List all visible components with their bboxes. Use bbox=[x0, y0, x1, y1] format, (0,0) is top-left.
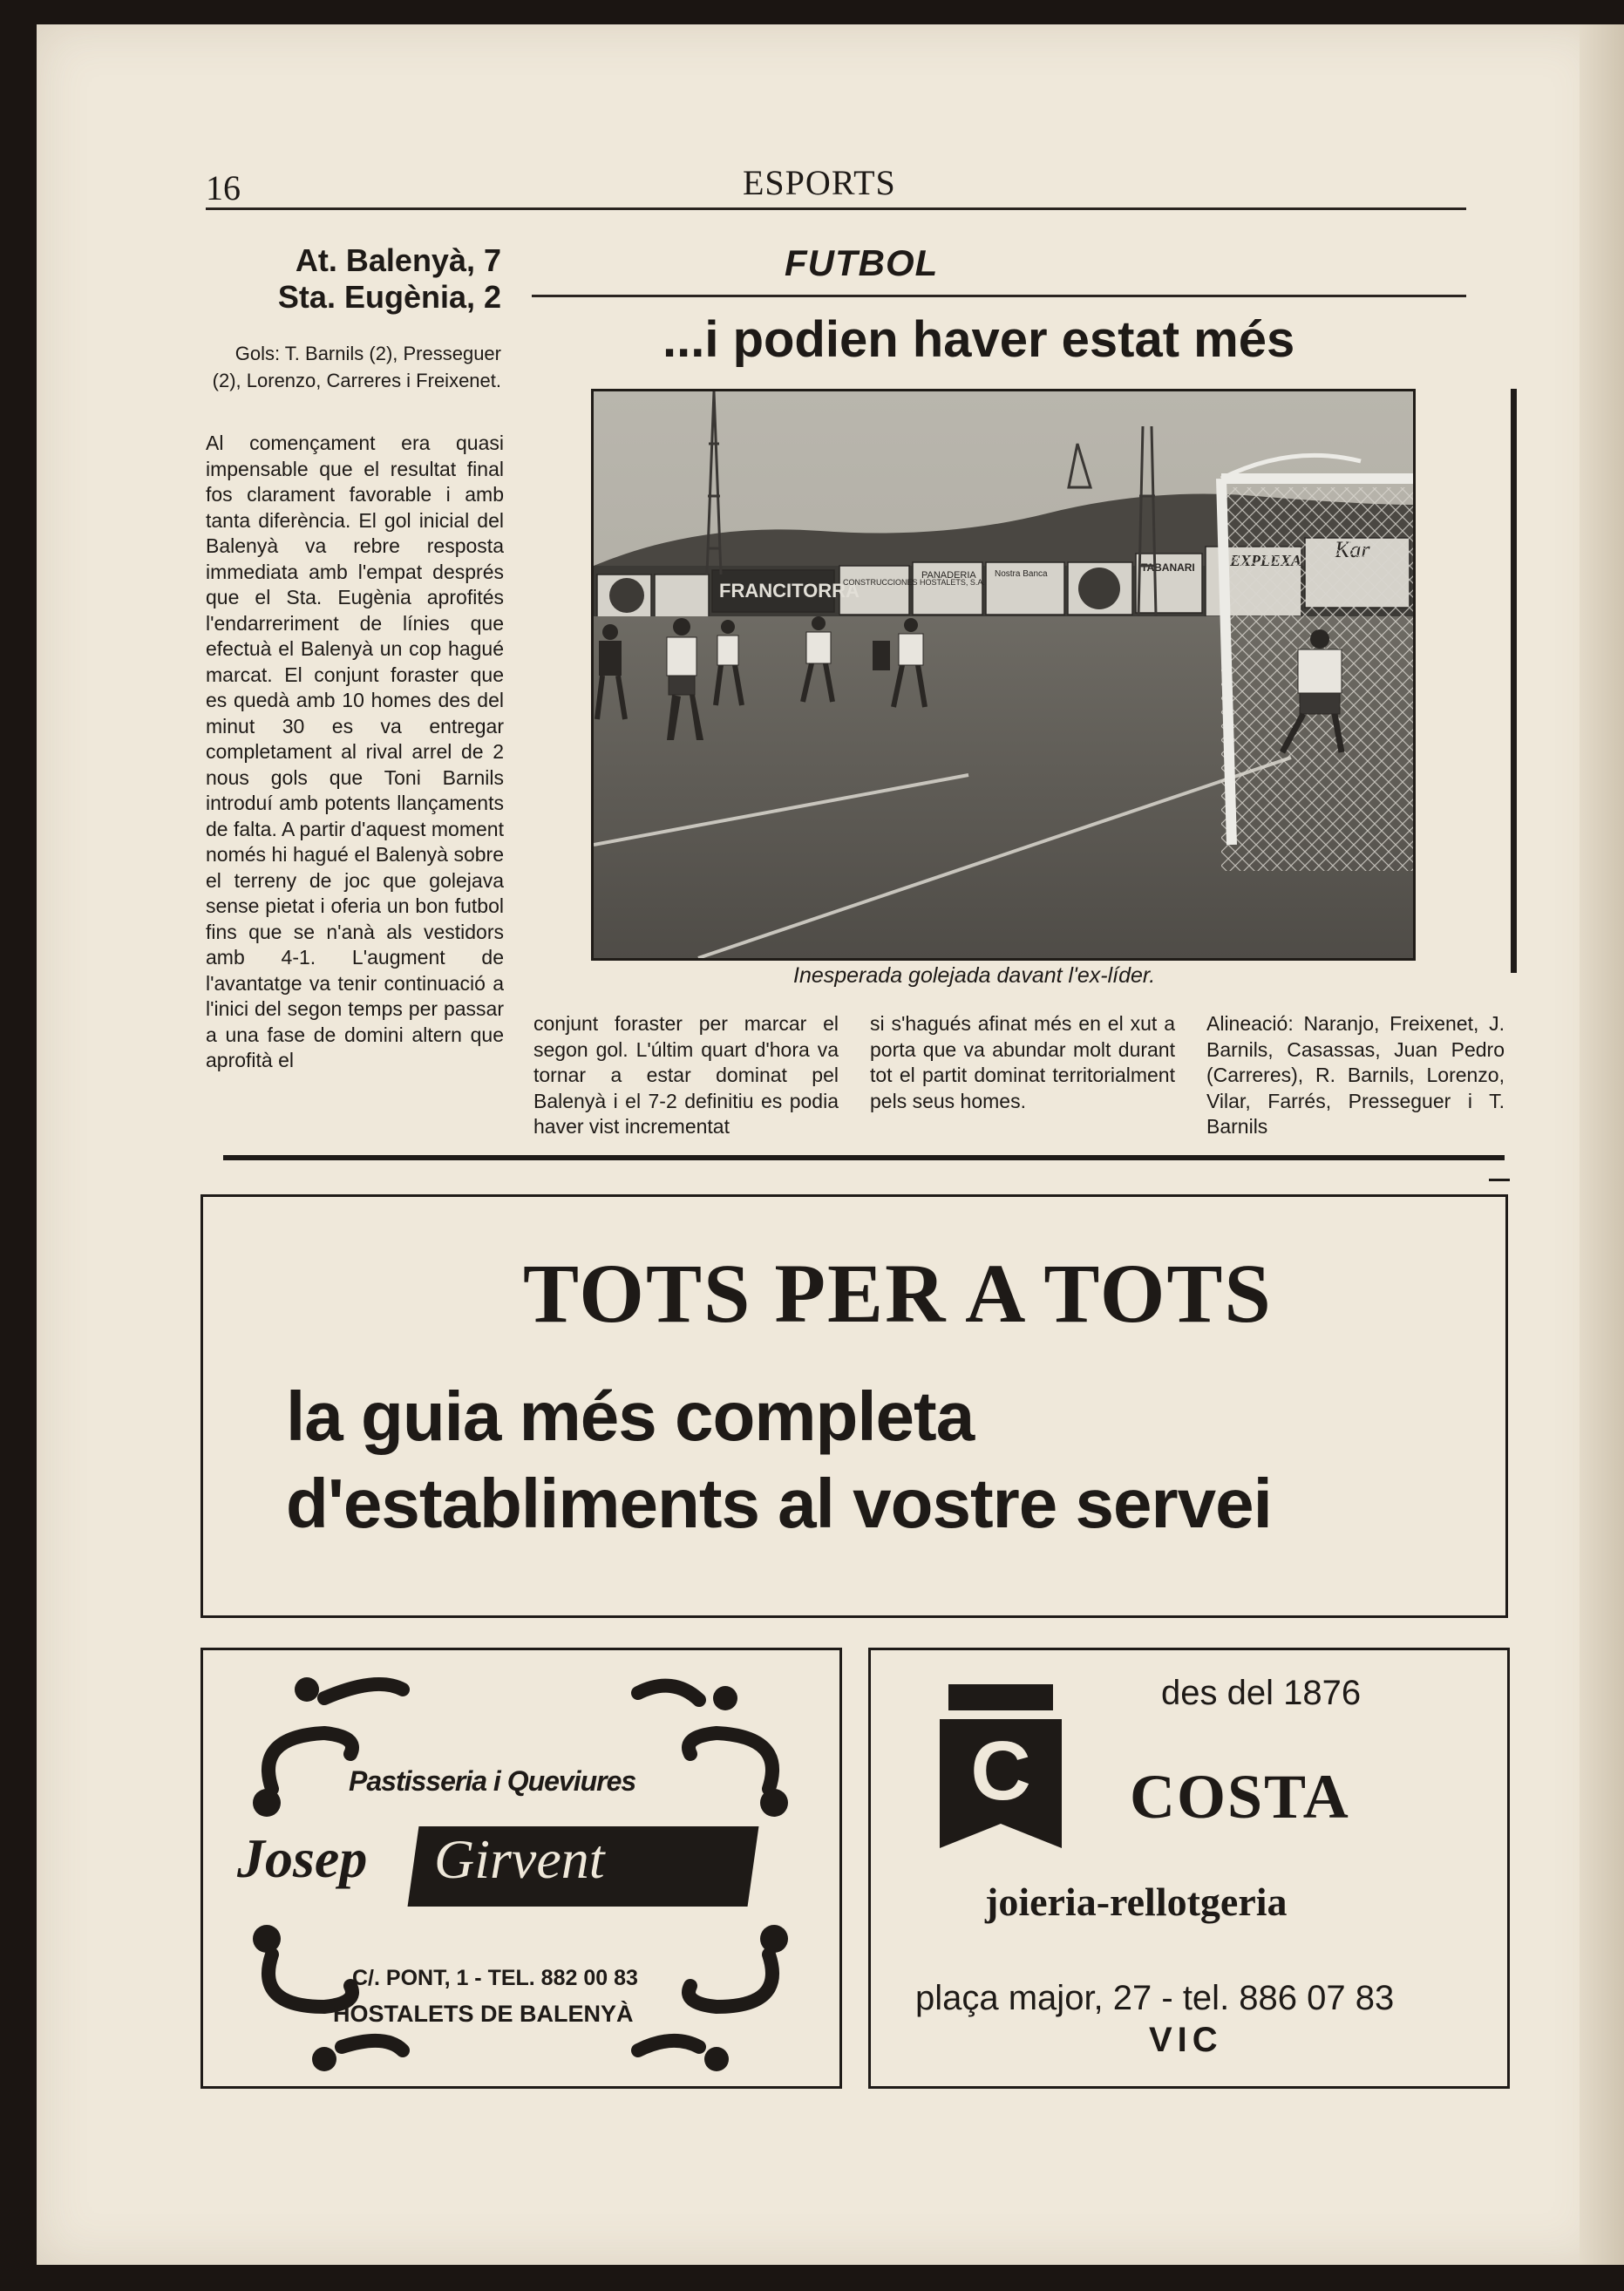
football-pitch-image bbox=[594, 391, 1413, 958]
costa-logo-letter: C bbox=[970, 1724, 1031, 1818]
article-column-1: Al començament era quasi impensable que el resultat final fos clarament favorable i amb tanta diferència. El gol inicial del Balenyà va rebre resposta immediata amb l'empat després que el Sta. Eugènia aprofités l'endarreriment de línies que efectuà el Balenyà un cop hagué marcat. El conjunt foraster que es quedà amb 10 homes des del minut 30 es va entregar completament al rival arrel de 2 nous gols que Toni Barnils introduí amb potents llançaments de falta. A partir d'aquest moment només hi hagué el Balenyà sobre el terreny de joc que golejava sense pietat i oferia un bon futbol fins que se n'anà als vestidors amb 4-1. L'augment de l'avantatge va tenir continuació a l'inici del segon temps per passar a una fase de domini altern que aprofità el bbox=[206, 432, 504, 1071]
kicker-rule bbox=[532, 295, 1466, 297]
ad-costa-city: VIC bbox=[1149, 2021, 1223, 2059]
rule-tick bbox=[1489, 1179, 1510, 1181]
header-rule bbox=[206, 207, 1466, 210]
ad-girvent-last-name: Girvent bbox=[434, 1828, 605, 1890]
article-end-rule bbox=[223, 1155, 1505, 1160]
costa-logo-icon bbox=[940, 1684, 1062, 1848]
ad-costa-name: COSTA bbox=[1130, 1762, 1350, 1832]
ad-tots-line-2: d'establiments al vostre servei bbox=[286, 1465, 1272, 1542]
photo-sign-1: FRANCITORRA bbox=[719, 580, 860, 602]
article-column-2: conjunt foraster per marcar el segon gol. L'últim quart d'hora va tornar a estar dominat pel Balenyà i el 7-2 definitiu es podia haver vist incrementat bbox=[533, 1012, 839, 1138]
ad-tots-brand: TOTS PER A TOTS bbox=[523, 1247, 1273, 1340]
ad-girvent-town: HOSTALETS DE BALENYÀ bbox=[333, 2001, 634, 2027]
photo-sign-5: TABANARI bbox=[1141, 561, 1195, 574]
column-rule-vertical bbox=[1511, 389, 1517, 973]
ad-costa-address: plaça major, 27 - tel. 886 07 83 bbox=[915, 1979, 1395, 2017]
goal-scorers: Gols: T. Barnils (2), Presseguer (2), Lorenzo, Carreres i Freixenet. bbox=[212, 343, 501, 391]
page-edge bbox=[1580, 24, 1624, 2265]
match-photo bbox=[591, 389, 1416, 961]
ad-tots-line-1: la guia més completa bbox=[286, 1377, 975, 1455]
photo-sign-4: Nostra Banca bbox=[995, 569, 1048, 579]
article-column-3: si s'hagués afinat més en el xut a porta que va abundar molt durant tot el partit dominat territorialment pels seus homes. bbox=[870, 1012, 1175, 1112]
match-result-home: At. Balenyà, 7 bbox=[295, 242, 501, 278]
page-number: 16 bbox=[206, 168, 241, 207]
photo-sign-2: CONSTRUCCIONES HOSTALETS, S.A. bbox=[843, 578, 985, 587]
ad-costa-since: des del 1876 bbox=[1161, 1674, 1362, 1712]
match-result bbox=[209, 242, 501, 316]
ad-girvent-tagline: Pastisseria i Queviures bbox=[349, 1765, 636, 1797]
ad-girvent-address: C/. PONT, 1 - TEL. 882 00 83 bbox=[352, 1966, 638, 1990]
lineup-column: Alineació: Naranjo, Freixenet, J. Barnils, Casassas, Juan Pedro (Carreres), R. Barnils, Lorenzo, Vilar, Farrés, Presseguer i T. Barnils bbox=[1206, 1012, 1505, 1138]
article-kicker: FUTBOL bbox=[785, 242, 939, 283]
section-title: ESPORTS bbox=[743, 163, 896, 202]
article-headline: ...i podien haver estat més bbox=[663, 311, 1295, 368]
ad-girvent-first-name: Josep bbox=[237, 1827, 368, 1889]
match-result-away: Sta. Eugènia, 2 bbox=[277, 279, 501, 315]
photo-sign-3: PANADERIA bbox=[921, 570, 976, 581]
ad-costa-trade: joieria-rellotgeria bbox=[985, 1880, 1288, 1924]
photo-caption: Inesperada golejada davant l'ex-líder. bbox=[793, 963, 1156, 988]
